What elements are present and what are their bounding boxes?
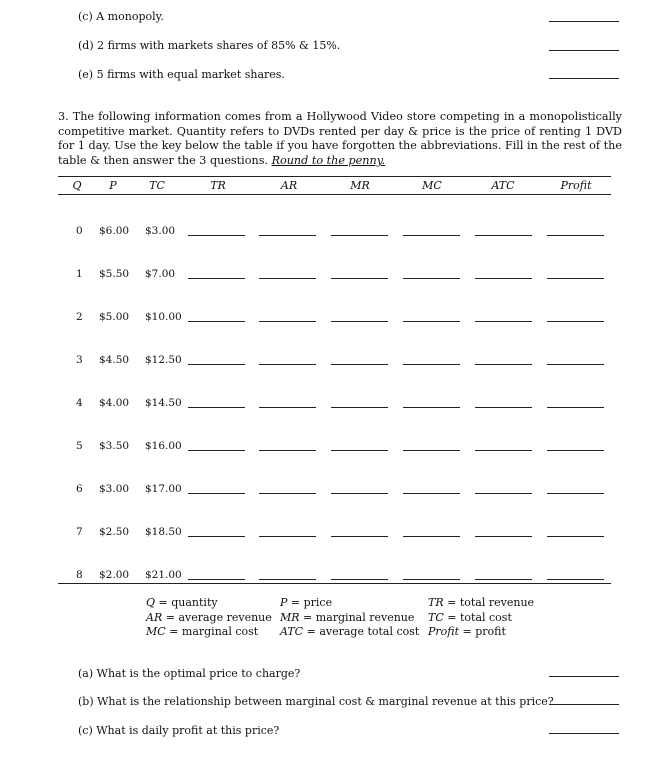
blank-profit[interactable] bbox=[547, 407, 604, 408]
blank-mc[interactable] bbox=[403, 450, 460, 451]
blank-atc[interactable] bbox=[475, 536, 532, 537]
blank-mr[interactable] bbox=[331, 407, 388, 408]
blank-atc[interactable] bbox=[475, 407, 532, 408]
blank-tr[interactable] bbox=[188, 278, 245, 279]
blank-atc[interactable] bbox=[475, 450, 532, 451]
cell-price: $4.50 bbox=[99, 354, 130, 366]
blank-mr[interactable] bbox=[331, 278, 388, 279]
blank-ar[interactable] bbox=[259, 278, 316, 279]
blank-mc[interactable] bbox=[403, 364, 460, 365]
blank-mc[interactable] bbox=[403, 493, 460, 494]
blank-profit[interactable] bbox=[547, 321, 604, 322]
blank-mr[interactable] bbox=[331, 493, 388, 494]
blank-mc[interactable] bbox=[403, 321, 460, 322]
blank-profit[interactable] bbox=[547, 278, 604, 279]
blank-mc[interactable] bbox=[403, 235, 460, 236]
cell-total-cost: $17.00 bbox=[145, 483, 182, 495]
key-col-3 bbox=[428, 596, 534, 640]
blank-ar[interactable] bbox=[259, 235, 316, 236]
cell-total-cost: $21.00 bbox=[145, 569, 182, 581]
blank-ar[interactable] bbox=[259, 407, 316, 408]
cell-total-cost: $14.50 bbox=[145, 397, 182, 409]
blank-ar[interactable] bbox=[259, 321, 316, 322]
answer-line-e[interactable] bbox=[549, 78, 619, 79]
blank-tr[interactable] bbox=[188, 364, 245, 365]
question-a: (a) What is the optimal price to charge? bbox=[78, 667, 301, 680]
key-entry: P = price bbox=[280, 596, 333, 609]
blank-tr[interactable] bbox=[188, 407, 245, 408]
answer-line-c-profit[interactable] bbox=[549, 733, 619, 734]
blank-profit[interactable] bbox=[547, 536, 604, 537]
cell-quantity: 1 bbox=[76, 268, 83, 280]
key-entry: TC = total cost bbox=[428, 610, 512, 624]
cell-price: $2.00 bbox=[99, 569, 130, 581]
cell-price: $3.00 bbox=[99, 483, 130, 495]
key-entry: Profit = profit bbox=[428, 625, 506, 638]
cell-total-cost: $18.50 bbox=[145, 526, 182, 538]
blank-mc[interactable] bbox=[403, 407, 460, 408]
header-tc: TC bbox=[149, 179, 165, 192]
key-col-2 bbox=[280, 596, 419, 640]
blank-mr[interactable] bbox=[331, 321, 388, 322]
cell-price: $5.50 bbox=[99, 268, 130, 280]
cell-total-cost: $16.00 bbox=[145, 440, 182, 452]
header-profit: Profit bbox=[560, 179, 592, 192]
cell-quantity: 0 bbox=[76, 225, 83, 237]
table-top-rule bbox=[58, 176, 611, 177]
cell-price: $3.50 bbox=[99, 440, 130, 452]
item-d-two-firms: (d) 2 firms with markets shares of 85% & 15%. bbox=[78, 39, 341, 52]
item-c-monopoly: (c) A monopoly. bbox=[78, 10, 164, 23]
problem-text: 3. The following information comes from a Hollywood Video store competing in a monopolistically competitive market. Quantity refers to DVDs rented per day & price is the price of renting 1 DVD for 1 day. Use the key below the table if you have forgotten the abbreviations. Fill in the rest of the table & then answer the 3 questions. bbox=[58, 110, 622, 167]
cell-total-cost: $7.00 bbox=[145, 268, 176, 280]
cell-total-cost: $3.00 bbox=[145, 225, 176, 237]
cell-price: $2.50 bbox=[99, 526, 130, 538]
blank-profit[interactable] bbox=[547, 493, 604, 494]
cell-price: $4.00 bbox=[99, 397, 130, 409]
answer-line-c[interactable] bbox=[549, 21, 619, 22]
key-entry: TR = total revenue bbox=[428, 596, 535, 609]
blank-atc[interactable] bbox=[475, 364, 532, 365]
blank-mr[interactable] bbox=[331, 235, 388, 236]
cell-quantity: 7 bbox=[76, 526, 83, 538]
question-b: (b) What is the relationship between marginal cost & marginal revenue at this price? bbox=[78, 695, 554, 708]
answer-line-a[interactable] bbox=[549, 676, 619, 677]
blank-profit[interactable] bbox=[547, 364, 604, 365]
cell-quantity: 6 bbox=[76, 483, 83, 495]
blank-tr[interactable] bbox=[188, 321, 245, 322]
blank-mr[interactable] bbox=[331, 536, 388, 537]
round-instruction: Round to the penny. bbox=[271, 153, 386, 167]
blank-atc[interactable] bbox=[475, 321, 532, 322]
table-bottom-rule bbox=[58, 583, 611, 584]
header-mr: MR bbox=[350, 179, 370, 192]
key-entry: MR = marginal revenue bbox=[280, 610, 415, 624]
blank-ar[interactable] bbox=[259, 579, 316, 580]
cell-quantity: 2 bbox=[76, 311, 83, 323]
blank-tr[interactable] bbox=[188, 450, 245, 451]
header-mc: MC bbox=[422, 179, 442, 192]
header-q: Q bbox=[72, 179, 82, 192]
blank-mc[interactable] bbox=[403, 536, 460, 537]
key-entry: MC = marginal cost bbox=[146, 625, 259, 638]
cell-total-cost: $10.00 bbox=[145, 311, 182, 323]
blank-profit[interactable] bbox=[547, 450, 604, 451]
key-entry: ATC = average total cost bbox=[280, 625, 420, 638]
blank-atc[interactable] bbox=[475, 278, 532, 279]
question-c: (c) What is daily profit at this price? bbox=[78, 724, 280, 737]
blank-mr[interactable] bbox=[331, 579, 388, 580]
cell-total-cost: $12.50 bbox=[145, 354, 182, 366]
blank-mr[interactable] bbox=[331, 364, 388, 365]
cell-price: $6.00 bbox=[99, 225, 130, 237]
item-e-five-firms: (e) 5 firms with equal market shares. bbox=[78, 68, 285, 81]
blank-profit[interactable] bbox=[547, 579, 604, 580]
cell-quantity: 8 bbox=[76, 569, 83, 581]
blank-tr[interactable] bbox=[188, 536, 245, 537]
header-p: P bbox=[109, 179, 117, 192]
blank-mc[interactable] bbox=[403, 579, 460, 580]
blank-tr[interactable] bbox=[188, 235, 245, 236]
cell-price: $5.00 bbox=[99, 311, 130, 323]
blank-ar[interactable] bbox=[259, 450, 316, 451]
header-tr: TR bbox=[210, 179, 226, 192]
blank-ar[interactable] bbox=[259, 493, 316, 494]
blank-mc[interactable] bbox=[403, 278, 460, 279]
blank-ar[interactable] bbox=[259, 364, 316, 365]
key-entry: Q = quantity bbox=[146, 596, 218, 609]
header-ar: AR bbox=[280, 179, 298, 192]
cell-quantity: 3 bbox=[76, 354, 83, 366]
blank-mr[interactable] bbox=[331, 450, 388, 451]
blank-atc[interactable] bbox=[475, 579, 532, 580]
key-entry: AR = average revenue bbox=[146, 610, 272, 624]
answer-line-d[interactable] bbox=[549, 50, 619, 51]
header-atc: ATC bbox=[491, 179, 515, 192]
blank-tr[interactable] bbox=[188, 493, 245, 494]
cell-quantity: 4 bbox=[76, 397, 83, 409]
blank-tr[interactable] bbox=[188, 579, 245, 580]
blank-ar[interactable] bbox=[259, 536, 316, 537]
answer-line-b[interactable] bbox=[549, 704, 619, 705]
cell-quantity: 5 bbox=[76, 440, 83, 452]
blank-atc[interactable] bbox=[475, 493, 532, 494]
key-col-1 bbox=[146, 596, 272, 640]
problem-statement bbox=[58, 110, 622, 168]
blank-profit[interactable] bbox=[547, 235, 604, 236]
blank-atc[interactable] bbox=[475, 235, 532, 236]
table-header-rule bbox=[58, 194, 611, 195]
